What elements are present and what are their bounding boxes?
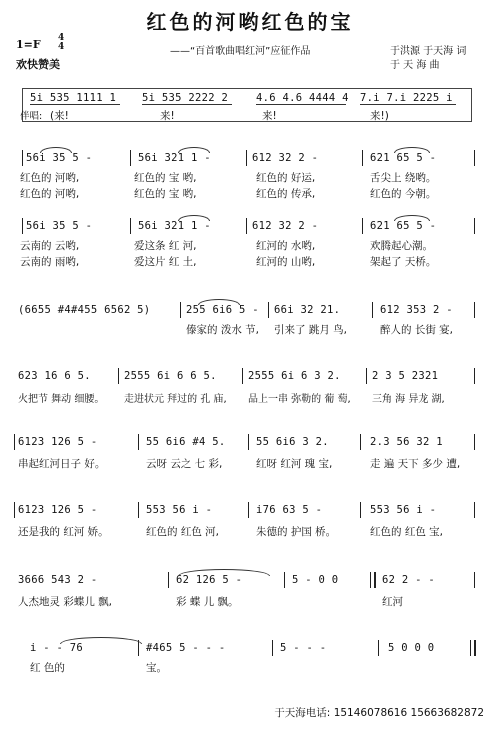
intro-lyric-3: 来!: [262, 110, 277, 122]
row3-measure-1: (6655 #4#455 6562 5): [18, 304, 151, 316]
row2-lyric2-2: 爱这片 红 土,: [134, 256, 197, 268]
barline: [362, 218, 363, 234]
barline: [246, 218, 247, 234]
slur: [40, 147, 72, 153]
row6-lyric-2: 红色的 红色 河,: [146, 526, 220, 538]
slur: [178, 569, 270, 576]
barline: [118, 368, 119, 384]
row3-measure-3: 66i 32 21.: [274, 304, 341, 316]
row1-lyric1-3: 红色的 好运,: [256, 172, 316, 184]
row2-lyric1-4: 欢腾起心潮。: [370, 240, 433, 252]
row2-lyric1-1: 云南的 云哟,: [20, 240, 80, 252]
lyricist-credit: 于洪源 于天海 词: [390, 46, 467, 57]
row5-lyric-1: 串起红河日子 好。: [18, 458, 106, 470]
barline: [14, 502, 15, 518]
slur: [178, 147, 210, 153]
slur: [394, 147, 430, 153]
barline: [242, 368, 243, 384]
barline: [246, 150, 247, 166]
row7-measure-1: 3666 543 2 -: [18, 574, 98, 586]
row5-measure-1: 6123 126 5 -: [18, 436, 98, 448]
beam-line: [30, 104, 120, 105]
row5-measure-2: 55 6i6 #4 5.: [146, 436, 226, 448]
repeat-barline: [370, 572, 376, 588]
row2-measure-4: 621 65 5 -: [370, 220, 437, 232]
row2-measure-3: 612 32 2 -: [252, 220, 319, 232]
row7-measure-4: 62 2 - -: [382, 574, 435, 586]
contact-footer: 于天海电话: 15146078616 15663682872: [274, 707, 484, 719]
slur: [198, 299, 240, 305]
row3-lyric-3: 引来了 跳月 鸟,: [274, 324, 348, 336]
row8-measure-2: #465 5 - - -: [146, 642, 226, 654]
row6-measure-1: 6123 126 5 -: [18, 504, 98, 516]
row8-lyric-2: 宝。: [146, 662, 167, 674]
barline: [362, 150, 363, 166]
row4-measure-4: 2 3 5 2321: [372, 370, 439, 382]
barline: [284, 572, 285, 588]
barline: [138, 434, 139, 450]
row6-measure-4: 553 56 i -: [370, 504, 437, 516]
row1-measure-4: 621 65 5 -: [370, 152, 437, 164]
row5-lyric-3: 红呀 红河 瑰 宝,: [256, 458, 333, 470]
composer-credit: 于 天 海 曲: [390, 60, 440, 71]
row1-lyric1-1: 红色的 河哟,: [20, 172, 80, 184]
row6-measure-2: 553 56 i -: [146, 504, 213, 516]
barline: [138, 502, 139, 518]
intro-measure-3: 4.6 4.6 4444 4: [256, 92, 349, 104]
row1-lyric1-4: 舌尖上 绕哟。: [370, 172, 437, 184]
row5-lyric-2: 云呀 云之 七 彩,: [146, 458, 223, 470]
barline: [360, 434, 361, 450]
row1-measure-1: 56i 35 5 -: [26, 152, 93, 164]
subtitle: ——“百首歌曲唱红河”应征作品: [170, 46, 311, 57]
intro-measure-2: 5i 535 2222 2: [142, 92, 229, 104]
barline: [474, 150, 475, 166]
row2-lyric1-3: 红河的 水哟,: [256, 240, 316, 252]
row1-lyric2-3: 红色的 传承,: [256, 188, 316, 200]
row1-measure-3: 612 32 2 -: [252, 152, 319, 164]
barline: [180, 302, 181, 318]
barline: [130, 150, 131, 166]
barline: [22, 218, 23, 234]
row3-measure-2: 255 6i6 5 -: [186, 304, 259, 316]
slur: [60, 637, 142, 644]
intro-label: 伴唱:: [20, 111, 43, 122]
slur: [394, 215, 430, 221]
barline: [248, 434, 249, 450]
beam-line: [142, 104, 232, 105]
intro-lyric-4: 来!): [370, 110, 389, 122]
time-signature-top: 4: [58, 33, 65, 43]
barline: [248, 502, 249, 518]
row7-lyric-2: 彩 蝶 儿 飘。: [176, 596, 239, 608]
row7-lyric-4: 红河: [382, 596, 403, 608]
row4-lyric-3: 品上一串 弥勒的 葡 萄,: [248, 394, 351, 405]
barline: [14, 434, 15, 450]
row2-lyric1-2: 爱这条 红 河,: [134, 240, 197, 252]
barline: [474, 502, 475, 518]
key-signature: 1=F: [16, 38, 41, 51]
barline: [474, 368, 475, 384]
beam-line: [360, 104, 456, 105]
row6-lyric-1: 还是我的 红河 娇。: [18, 526, 109, 538]
barline: [474, 434, 475, 450]
barline: [22, 150, 23, 166]
row1-lyric2-1: 红色的 河哟,: [20, 188, 80, 200]
barline: [272, 640, 273, 656]
beam-line: [256, 104, 346, 105]
barline: [378, 640, 379, 656]
intro-measure-4: 7.i 7.i 2225 i: [360, 92, 453, 104]
row8-lyric-1: 红 色的: [30, 662, 65, 674]
row4-lyric-1: 火把节 舞动 细腰。: [18, 394, 105, 405]
row1-lyric1-2: 红色的 宝 哟,: [134, 172, 197, 184]
row2-measure-1: 56i 35 5 -: [26, 220, 93, 232]
row4-measure-2: 2555 6i 6 6 5.: [124, 370, 217, 382]
intro-measure-1: 5i 535 1111 1: [30, 92, 117, 104]
row7-lyric-1: 人杰地灵 彩蝶儿 飘,: [18, 596, 113, 608]
row1-lyric2-4: 红色的 今朝。: [370, 188, 437, 200]
barline: [366, 368, 367, 384]
row7-measure-2: 62 126 5 -: [176, 574, 243, 586]
row2-lyric2-1: 云南的 雨哟,: [20, 256, 80, 268]
row2-lyric2-3: 红河的 山哟,: [256, 256, 316, 268]
row5-measure-3: 55 6i6 3 2.: [256, 436, 329, 448]
barline: [474, 302, 475, 318]
row4-lyric-4: 三角 海 异龙 湖,: [372, 394, 445, 405]
row1-lyric2-2: 红色的 宝 哟,: [134, 188, 197, 200]
row5-measure-4: 2.3 56 32 1: [370, 436, 443, 448]
row6-measure-3: i76 63 5 -: [256, 504, 323, 516]
barline: [474, 218, 475, 234]
row2-lyric2-4: 架起了 天桥。: [370, 256, 437, 268]
row4-measure-1: 623 16 6 5.: [18, 370, 91, 382]
time-signature: [58, 34, 64, 52]
barline: [130, 218, 131, 234]
row4-lyric-2: 走进状元 拜过的 孔 庙,: [124, 394, 227, 405]
song-title: 红色的河哟红色的宝: [146, 10, 354, 34]
row4-measure-3: 2555 6i 6 3 2.: [248, 370, 341, 382]
time-signature-bottom: 4: [58, 42, 65, 52]
row8-measure-1: i - - 76: [30, 642, 83, 654]
final-barline: [470, 640, 476, 656]
row6-lyric-4: 红色的 红色 宝,: [370, 526, 444, 538]
row5-lyric-4: 走 遍 天下 多少 遭,: [370, 458, 461, 470]
row3-measure-4: 612 353 2 -: [380, 304, 453, 316]
barline: [168, 572, 169, 588]
intro-lyric-2: 来!: [160, 110, 175, 122]
barline: [372, 302, 373, 318]
row3-lyric-2: 傣家的 泼水 节,: [186, 324, 260, 336]
row2-measure-2: 56i 321 1 -: [138, 220, 211, 232]
row3-lyric-4: 醉人的 长街 宴,: [380, 324, 454, 336]
slur: [178, 215, 210, 221]
tempo-marking: 欢快赞美: [16, 58, 60, 71]
row6-lyric-3: 朱德的 护国 桥。: [256, 526, 337, 538]
barline: [360, 502, 361, 518]
barline: [474, 572, 475, 588]
row7-measure-3: 5 - 0 0: [292, 574, 339, 586]
intro-lyric-1: (来!: [50, 110, 69, 122]
row8-measure-4: 5 0 0 0: [388, 642, 435, 654]
row8-measure-3: 5 - - -: [280, 642, 327, 654]
barline: [268, 302, 269, 318]
row1-measure-2: 56i 321 1 -: [138, 152, 211, 164]
